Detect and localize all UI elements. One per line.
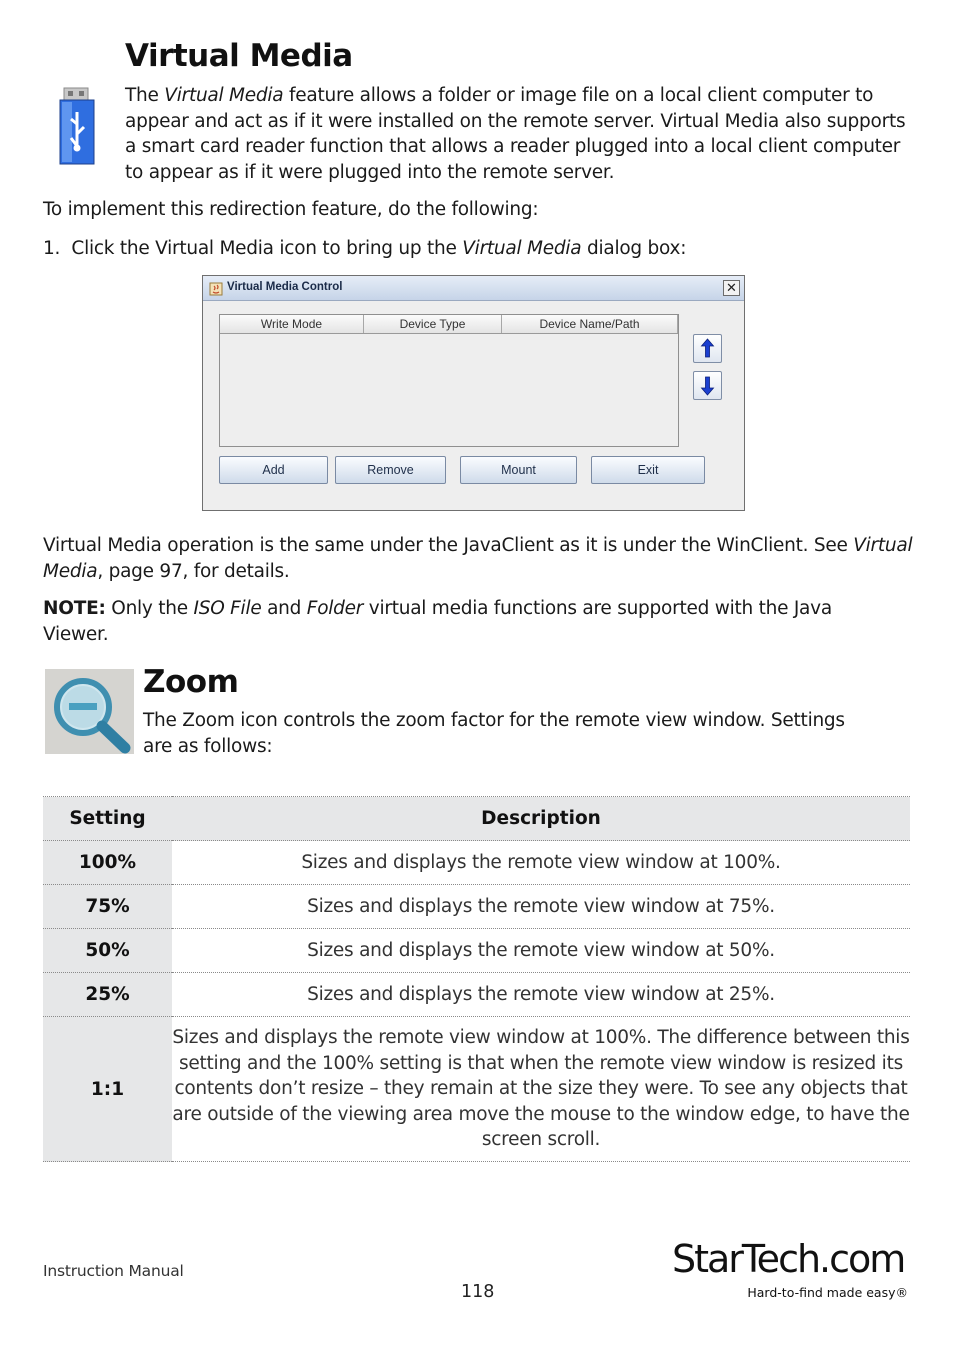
- java-app-icon: [209, 281, 223, 295]
- device-table[interactable]: [219, 314, 679, 447]
- add-button[interactable]: Add: [219, 456, 328, 484]
- description-column-header: Description: [172, 797, 910, 841]
- table-row: [43, 841, 910, 885]
- startech-logo: [670, 1230, 910, 1305]
- description-cell: Sizes and displays the remote view window at 25%.: [307, 983, 775, 1005]
- setting-cell: 75%: [43, 885, 172, 929]
- dialog-title: Virtual Media Control: [227, 281, 343, 293]
- dialog-close-button[interactable]: ✕: [723, 280, 740, 296]
- table-row: [43, 885, 910, 929]
- implement-text: To implement this redirection feature, do the following:: [43, 199, 539, 220]
- table-row: [43, 973, 910, 1017]
- java-viewer-note: NOTE: Only the ISO File and Folder virtual media functions are supported with the Java Viewer.: [43, 598, 832, 645]
- table-header-row: [43, 797, 910, 841]
- virtual-media-heading: Virtual Media: [125, 38, 353, 74]
- logo-wordmark: StarTech.com: [672, 1237, 905, 1281]
- footer-manual-label: Instruction Manual: [43, 1262, 184, 1280]
- column-device-type[interactable]: Device Type: [364, 315, 502, 333]
- move-up-button[interactable]: [693, 334, 722, 363]
- setting-cell: 1:1: [43, 1017, 172, 1162]
- usb-drive-icon: [56, 86, 100, 166]
- page-number: 118: [461, 1282, 495, 1302]
- move-down-button[interactable]: [693, 371, 722, 400]
- zoom-magnifier-icon: [45, 669, 134, 754]
- mount-button[interactable]: Mount: [460, 456, 577, 484]
- arrow-down-icon: [694, 372, 721, 399]
- remove-button[interactable]: Remove: [335, 456, 446, 484]
- column-device-name-path[interactable]: Device Name/Path: [502, 315, 678, 333]
- logo-tagline: Hard-to-find made easy®: [747, 1285, 908, 1300]
- dialog-title-bar: [203, 276, 744, 301]
- table-row: [43, 929, 910, 973]
- virtual-media-operation: Virtual Media operation is the same under the JavaClient as it is under the WinClient. See Virtual Media, page 97, for details.: [43, 535, 913, 582]
- setting-cell: 25%: [43, 973, 172, 1017]
- description-cell: Sizes and displays the remote view window at 50%.: [307, 939, 775, 961]
- zoom-heading: Zoom: [143, 664, 239, 700]
- setting-column-header: Setting: [43, 797, 172, 841]
- device-table-header: [220, 315, 678, 334]
- setting-cell: 100%: [43, 841, 172, 885]
- setting-cell: 50%: [43, 929, 172, 973]
- description-cell: Sizes and displays the remote view window at 75%.: [307, 895, 775, 917]
- virtual-media-intro: The Virtual Media feature allows a folder or image file on a local client computer to appear and act as if it were installed on the remote server. Virtual Media also supports a smart card reader function that allows a reader plugged into a local client computer to appear as if it were plugged into the remote server.: [125, 85, 906, 183]
- zoom-settings-table: [43, 796, 910, 1162]
- description-cell: Sizes and displays the remote view window at 100%.: [301, 851, 781, 873]
- zoom-intro: The Zoom icon controls the zoom factor for the remote view window. Settings are as follows:: [143, 710, 845, 757]
- arrow-up-icon: [694, 335, 721, 362]
- column-write-mode[interactable]: Write Mode: [220, 315, 364, 333]
- step-1: 1. Click the Virtual Media icon to bring up the Virtual Media dialog box:: [43, 238, 687, 259]
- table-row: [43, 1017, 910, 1162]
- virtual-media-dialog: [202, 275, 745, 511]
- exit-button[interactable]: Exit: [591, 456, 705, 484]
- description-cell: Sizes and displays the remote view window at 100%. The difference between this setting and the 100% setting is that when the remote view window is resized its contents don’t resize – they remain at the size they were. To see any objects that are outside of the viewing area move the mouse to the window edge, to have the screen scroll.: [172, 1027, 910, 1151]
